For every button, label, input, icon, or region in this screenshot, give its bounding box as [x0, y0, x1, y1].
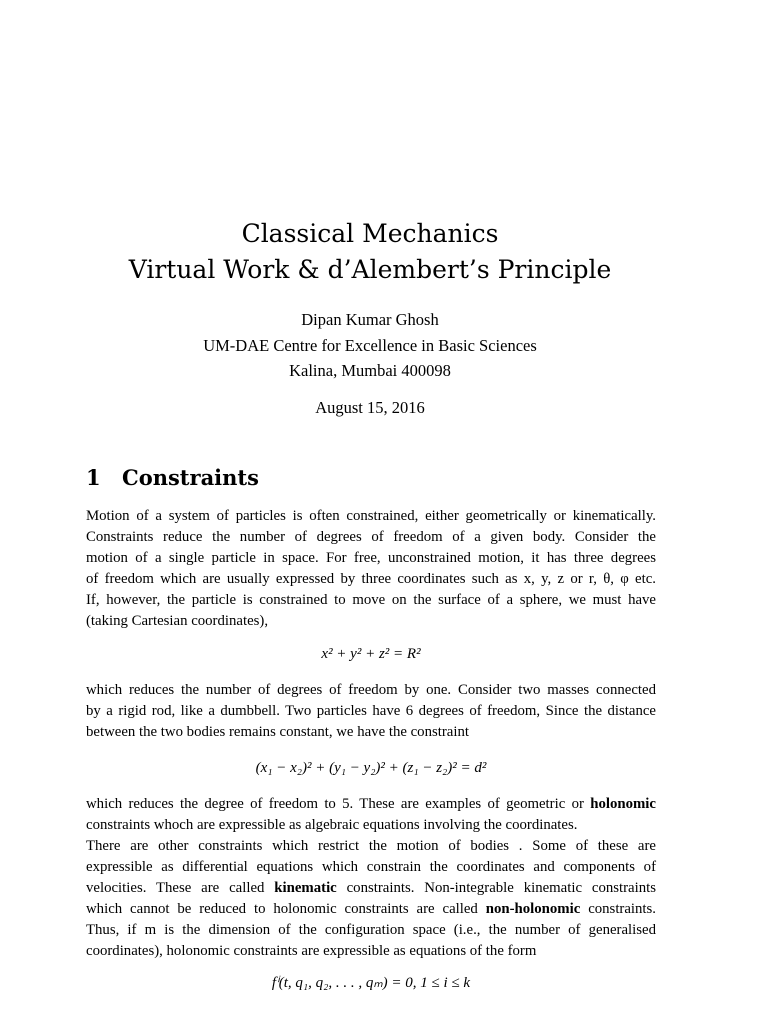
text-line: expressible as differential equations which constrain the coordinates and components of	[86, 859, 656, 875]
paragraph-1	[86, 506, 656, 632]
text-run: which reduces the degree of freedom to 5. These are examples of geometric or	[86, 796, 591, 812]
paper-title-line-1: Classical Mechanics	[241, 219, 499, 248]
text-line	[86, 794, 656, 815]
paper-title-line-2: Virtual Work & d’Alembert’s Principle	[128, 255, 612, 284]
text-line: motion of a single particle in space. For free, unconstrained motion, it has three degrees	[86, 550, 656, 566]
term-non-holonomic: non-holonomic	[485, 901, 581, 917]
text-line: Thus, if m is the dimension of the configuration space (i.e., the number of generalised	[86, 922, 656, 938]
section-number: 1	[86, 465, 101, 490]
paper-date: August 15, 2016	[315, 398, 425, 417]
text-line: (taking Cartesian coordinates),	[86, 613, 269, 629]
equation-holonomic-form: fⁱ(t, q₁, q₂, . . . , qₘ) = 0, 1 ≤ i ≤ k	[271, 975, 471, 991]
text-run: which cannot be reduced to holonomic constraints are called	[86, 901, 486, 917]
section-heading	[86, 465, 259, 490]
equation-sphere: x² + y² + z² = R²	[321, 646, 421, 662]
section-title: Constraints	[122, 465, 259, 490]
text-line: If, however, the particle is constrained to move on the surface of a sphere, we must have	[86, 592, 656, 608]
author-affiliation: UM-DAE Centre for Excellence in Basic Sciences	[203, 336, 537, 355]
term-holonomic: holonomic	[590, 796, 656, 812]
text-line: which reduces the number of degrees of freedom by one. Consider two masses connected	[86, 682, 656, 698]
text-line: There are other constraints which restrict the motion of bodies . Some of these are	[86, 838, 656, 854]
term-kinematic: kinematic	[274, 880, 337, 896]
author-name: Dipan Kumar Ghosh	[301, 310, 439, 329]
text-line: by a rigid rod, like a dumbbell. Two particles have 6 degrees of freedom, Since the distance	[86, 703, 656, 719]
text-line: Motion of a system of particles is often constrained, either geometrically or kinematically.	[86, 508, 656, 524]
paragraph-3	[86, 794, 656, 962]
text-line	[86, 878, 656, 899]
text-run: velocities. These are called	[86, 880, 275, 896]
text-line: constraints whoch are expressible as algebraic equations involving the coordinates.	[86, 817, 578, 833]
text-run: constraints.	[580, 901, 656, 917]
paragraph-2	[86, 680, 656, 743]
text-line: between the two bodies remains constant, we have the constraint	[86, 724, 469, 740]
text-line: of freedom which are usually expressed by three coordinates such as x, y, z or r, θ, φ etc.	[86, 571, 656, 587]
text-line: Constraints reduce the number of degrees of freedom of a given body. Consider the	[86, 529, 656, 545]
text-run: constraints. Non-integrable kinematic constraints	[336, 880, 656, 896]
text-line: coordinates), holonomic constraints are expressible as equations of the form	[86, 943, 537, 959]
equation-dumbbell: (x₁ − x₂)² + (y₁ − y₂)² + (z₁ − z₂)² = d²	[255, 760, 487, 776]
author-address: Kalina, Mumbai 400098	[289, 361, 451, 380]
text-line	[86, 899, 656, 920]
